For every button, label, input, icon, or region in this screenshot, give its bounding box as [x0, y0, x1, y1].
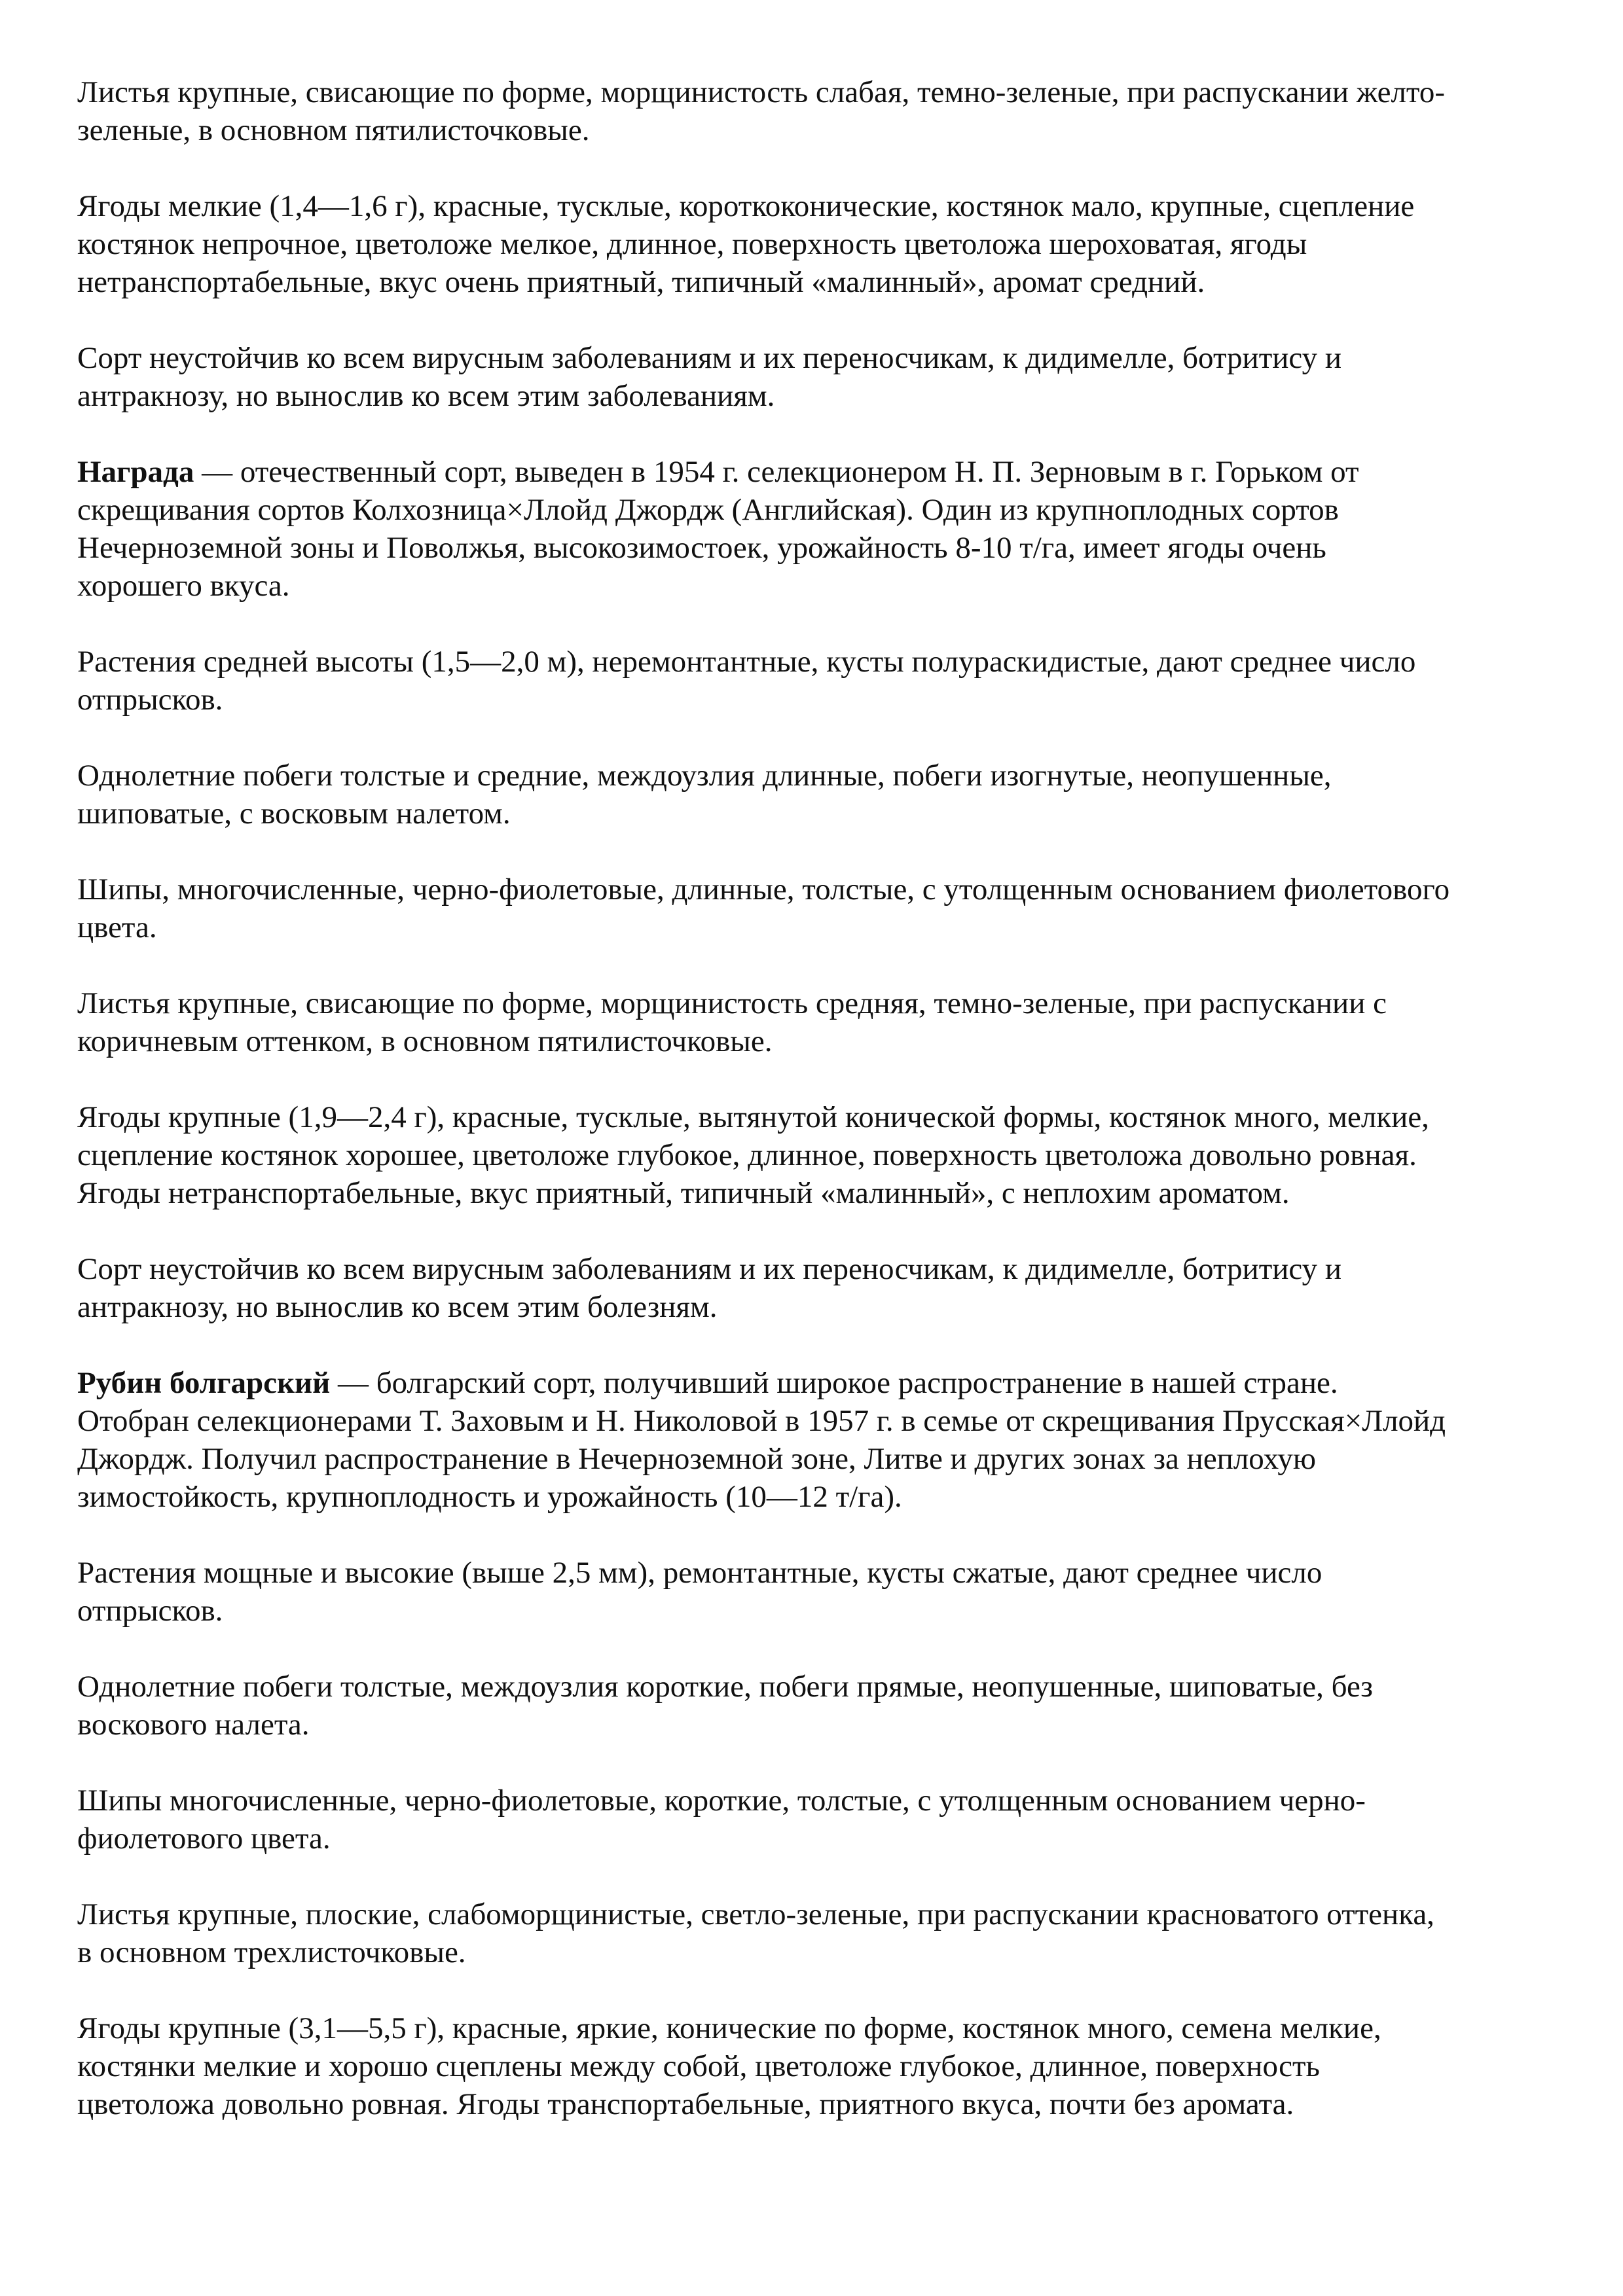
text-line: нетранспортабельные, вкус очень приятный, типичный «малинный», аромат средний.	[77, 265, 1205, 299]
text-line: сцепление костянок хорошее, цветоложе глубокое, длинное, поверхность цветоложа довольно ровная.	[77, 1138, 1417, 1172]
text-line: в основном трехлисточковые.	[77, 1935, 466, 1969]
text-line: костянки мелкие и хорошо сцеплены между собой, цветоложе глубокое, длинное, поверхность	[77, 2049, 1320, 2083]
text-line: цветоложа довольно ровная. Ягоды транспортабельные, приятного вкуса, почти без аромата.	[77, 2087, 1294, 2121]
text-line: — отечественный сорт, выведен в 1954 г. селекционером Н. П. Зерновым в г. Горьком от	[194, 455, 1359, 489]
text-line: Листья крупные, плоские, слабоморщинистые, светло-зеленые, при распускании красноватого оттенка,	[77, 1897, 1434, 1931]
paragraph	[77, 984, 1557, 1060]
text-line: отпрысков.	[77, 683, 223, 717]
paragraph	[77, 1554, 1557, 1630]
paragraph	[77, 1250, 1557, 1326]
text-line: Растения мощные и высокие (выше 2,5 мм), ремонтантные, кусты сжатые, дают среднее число	[77, 1556, 1322, 1590]
paragraph	[77, 1364, 1557, 1516]
text-line: Ягоды крупные (3,1—5,5 г), красные, яркие, конические по форме, костянок много, семена мелкие,	[77, 2011, 1381, 2045]
paragraph	[77, 1895, 1557, 1971]
text-line: зеленые, в основном пятилисточковые.	[77, 113, 590, 147]
text-line: Шипы, многочисленные, черно-фиолетовые, длинные, толстые, с утолщенным основанием фиолетового	[77, 872, 1450, 906]
text-line: — болгарский сорт, получивший широкое распространение в нашей стране.	[330, 1366, 1338, 1400]
text-line: воскового налета.	[77, 1708, 310, 1742]
text-line: Отобран селекционерами Т. Заховым и Н. Николовой в 1957 г. в семье от скрещивания Прусская×Ллойд	[77, 1404, 1446, 1438]
paragraph	[77, 757, 1557, 833]
paragraph	[77, 187, 1557, 301]
text-line: зимостойкость, крупноплодность и урожайность (10—12 т/га).	[77, 1480, 902, 1514]
paragraph	[77, 1782, 1557, 1857]
text-line: скрещивания сортов Колхозница×Ллойд Джордж (Английская). Один из крупноплодных сортов	[77, 493, 1339, 527]
text-line: Листья крупные, свисающие по форме, морщинистость средняя, темно-зеленые, при распускании с	[77, 986, 1387, 1020]
variety-name: Награда	[77, 455, 194, 489]
text-line: хорошего вкуса.	[77, 569, 290, 603]
text-line: Сорт неустойчив ко всем вирусным заболеваниям и их переносчикам, к дидимелле, ботритису и	[77, 341, 1342, 375]
text-line: Джордж. Получил распространение в Нечерноземной зоне, Литве и других зонах за неплохую	[77, 1442, 1316, 1476]
paragraph	[77, 643, 1557, 719]
variety-name: Рубин болгарский	[77, 1366, 331, 1400]
paragraph	[77, 73, 1557, 149]
paragraph	[77, 339, 1557, 415]
document-body	[77, 73, 1557, 2161]
text-line: Растения средней высоты (1,5—2,0 м), неремонтантные, кусты полураскидистые, дают среднее число	[77, 645, 1416, 679]
text-line: Ягоды нетранспортабельные, вкус приятный, типичный «малинный», с неплохим ароматом.	[77, 1176, 1290, 1210]
text-line: Листья крупные, свисающие по форме, морщинистость слабая, темно-зеленые, при распускании желто-	[77, 75, 1445, 109]
paragraph	[77, 1668, 1557, 1744]
paragraph	[77, 453, 1557, 605]
paragraph	[77, 2009, 1557, 2123]
text-line: шиповатые, с восковым налетом.	[77, 797, 511, 831]
text-line: Ягоды мелкие (1,4—1,6 г), красные, тусклые, короткоконические, костянок мало, крупные, сцепление	[77, 189, 1415, 223]
text-line: Шипы многочисленные, черно-фиолетовые, короткие, толстые, с утолщенным основанием черно-	[77, 1784, 1366, 1818]
text-line: Однолетние побеги толстые, междоузлия короткие, побеги прямые, неопушенные, шиповатые, без	[77, 1670, 1373, 1704]
text-line: цвета.	[77, 910, 157, 944]
text-line: Нечерноземной зоны и Поволжья, высокозимостоек, урожайность 8-10 т/га, имеет ягоды очень	[77, 531, 1326, 565]
text-line: антракнозу, но вынослив ко всем этим заболеваниям.	[77, 379, 775, 413]
text-line: Ягоды крупные (1,9—2,4 г), красные, тусклые, вытянутой конической формы, костянок много, мелкие,	[77, 1100, 1429, 1134]
text-line: Сорт неустойчив ко всем вирусным заболеваниям и их переносчикам, к дидимелле, ботритису и	[77, 1252, 1342, 1286]
text-line: коричневым оттенком, в основном пятилисточковые.	[77, 1024, 773, 1058]
text-line: отпрысков.	[77, 1594, 223, 1628]
paragraph	[77, 870, 1557, 946]
text-line: Однолетние побеги толстые и средние, междоузлия длинные, побеги изогнутые, неопушенные,	[77, 759, 1332, 793]
text-line: антракнозу, но вынослив ко всем этим болезням.	[77, 1290, 718, 1324]
text-line: фиолетового цвета.	[77, 1821, 331, 1856]
text-line: костянок непрочное, цветоложе мелкое, длинное, поверхность цветоложа шероховатая, ягоды	[77, 227, 1307, 261]
paragraph	[77, 1098, 1557, 1212]
